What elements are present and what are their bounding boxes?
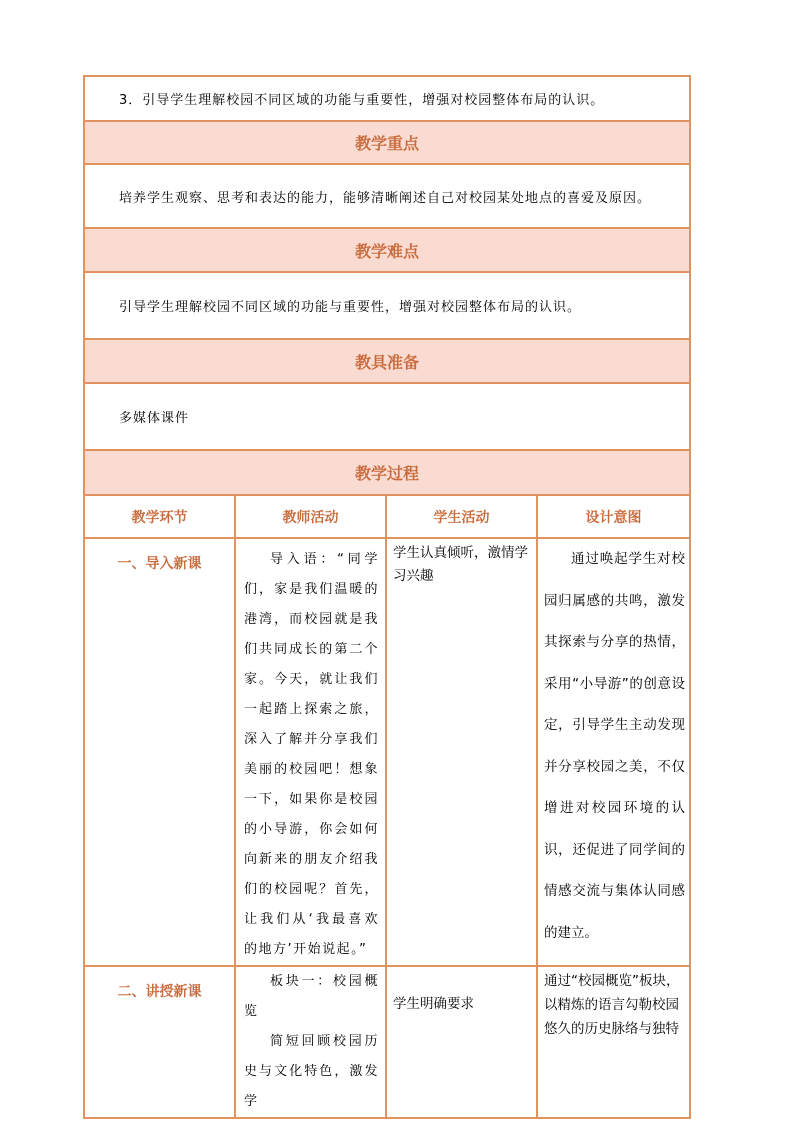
- materials-heading: 教具准备: [84, 339, 690, 383]
- column-header-teacher: 教师活动: [235, 495, 386, 538]
- teacher-activity-body: 简短回顾校园历史与文化特色，激发学: [244, 1034, 379, 1109]
- column-header-design: 设计意图: [537, 495, 690, 538]
- column-header-student: 学生活动: [386, 495, 537, 538]
- stage-cell: [84, 538, 235, 966]
- teacher-activity-title: 板块一：校园概览: [244, 974, 379, 1019]
- process-heading: 教学过程: [84, 450, 690, 495]
- student-activity-text: 学生认真倾听，激情学习兴趣: [393, 545, 528, 584]
- teacher-activity-cell: [235, 538, 386, 966]
- key-points-heading: 教学重点: [84, 121, 690, 164]
- stage-label: 二、讲授新课: [117, 984, 202, 1000]
- design-intent-cell: [537, 538, 690, 966]
- column-header-stage: 教学环节: [84, 495, 235, 538]
- objective-item-3-cell: [84, 76, 690, 121]
- design-intent-cell: [537, 966, 690, 1118]
- student-activity-text: 学生明确要求: [393, 996, 474, 1012]
- teacher-activity-text: [236, 967, 385, 1117]
- student-activity-cell: [386, 538, 537, 966]
- key-points-cell: [84, 164, 690, 228]
- stage-cell: [84, 966, 235, 1118]
- lesson-plan-table: [83, 75, 691, 1119]
- objective-item-3: 3．引导学生理解校园不同区域的功能与重要性，增强对校园整体布局的认识。: [119, 93, 605, 108]
- stage-label: 一、导入新课: [117, 556, 202, 572]
- difficulties-cell: [84, 272, 690, 339]
- design-intent-text: 通过唤起学生对校园归属感的共鸣，激发其探索与分享的热情，采用“小导游”的创意设定，引导学生主动发现并分享校园之美，不仅增进对校园环境的认识，还促进了同学间的情感交流与集体认同感的建立。: [544, 551, 686, 941]
- teacher-activity-text: 导入语：“同学们，家是我们温暖的港湾，而校园就是我们共同成长的第二个家。今天，就让我们一起踏上探索之旅，深入了解并分享我们美丽的校园吧！想象一下，如果你是校园的小导游，你会如何向新来的朋友介绍我们的校园呢？首先，让我们从‘我最喜欢的地方’开始说起。”: [244, 552, 379, 957]
- student-activity-cell: [386, 966, 537, 1118]
- table-row: [84, 966, 690, 1118]
- teacher-activity-cell: [235, 966, 386, 1118]
- lesson-plan-page: [83, 75, 689, 1119]
- difficulties-text: 引导学生理解校园不同区域的功能与重要性，增强对校园整体布局的认识。: [119, 300, 582, 315]
- difficulties-heading: 教学难点: [84, 228, 690, 272]
- materials-text: 多媒体课件: [119, 411, 190, 426]
- table-row: [84, 538, 690, 966]
- materials-cell: [84, 383, 690, 450]
- key-points-text: 培养学生观察、思考和表达的能力，能够清晰阐述自己对校园某处地点的喜爱及原因。: [119, 190, 652, 206]
- design-intent-text: 通过“校园概览”板块，以精炼的语言勾勒校园悠久的历史脉络与独特: [544, 973, 680, 1037]
